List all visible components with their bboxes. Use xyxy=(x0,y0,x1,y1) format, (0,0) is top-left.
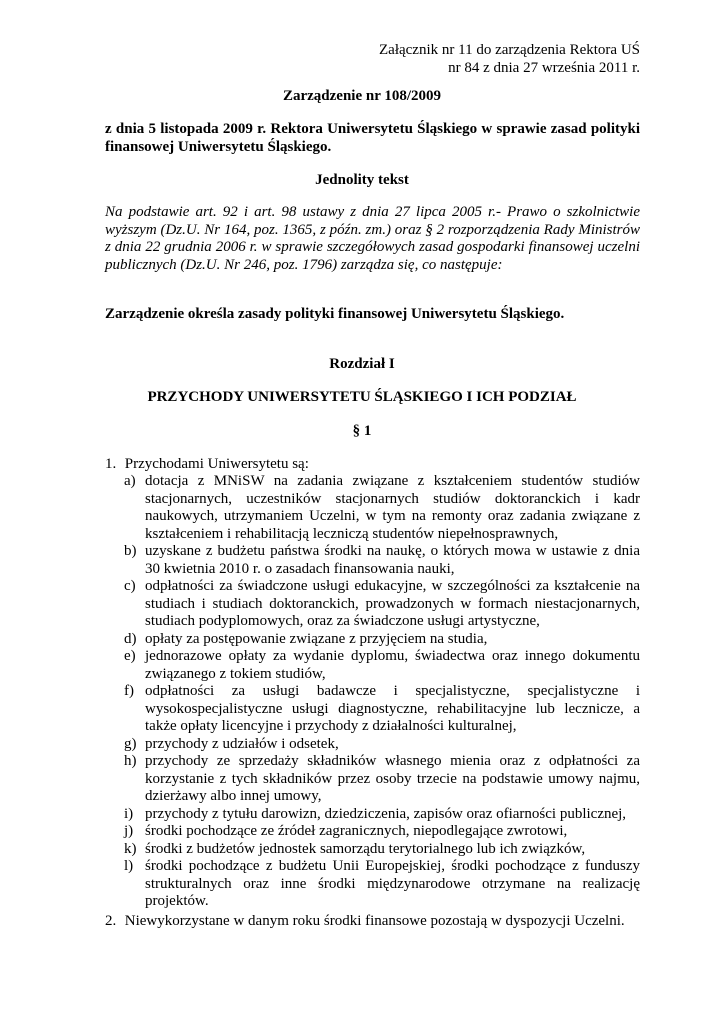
list-item-text: uzyskane z budżetu państwa środki na naukę, o których mowa w ustawie z dnia 30 kwietnia 2010 r. o zasadach finansowania nauki, xyxy=(145,543,640,577)
document-subject: z dnia 5 listopada 2009 r. Rektora Uniwersytetu Śląskiego w sprawie zasad polityki finansowej Uniwersytetu Śląskiego. xyxy=(105,121,640,155)
list-item-text: środki pochodzące ze źródeł zagranicznych, niepodlegające zwrotowi, xyxy=(145,823,568,839)
paragraph-1 xyxy=(105,456,640,474)
list-item xyxy=(124,841,640,859)
list-item-text: środki z budżetów jednostek samorządu terytorialnego lub ich związków, xyxy=(145,840,586,857)
section-heading: § 1 xyxy=(352,423,372,439)
list-item-text: dotacja z MNiSW na zadania związane z kształceniem studentów studiów stacjonarnych, uczestników stacjonarnych studiów doktoranckich i kadr naukowych, utrzymaniem Uczelni, w tym na remonty oraz zadania związane z kształceniem i rehabilitacją leczniczą studentów niepełnosprawnych, xyxy=(145,473,640,542)
list-item xyxy=(124,736,640,754)
list-item xyxy=(124,648,640,683)
list-item-text: jednorazowe opłaty za wydanie dyplomu, świadectwa oraz innego dokumentu związanego z tokiem studiów, xyxy=(145,648,640,682)
chapter-heading: Rozdział I xyxy=(329,356,395,372)
list-item-marker: b) xyxy=(124,543,137,559)
list-item-text: środki pochodzące z budżetu Unii Europejskiej, środki pochodzące z funduszy strukturalnych oraz inne środki międzynarodowe otrzymane na realizację projektów. xyxy=(145,858,640,909)
legal-basis-preamble: Na podstawie art. 92 i art. 98 ustawy z dnia 27 lipca 2005 r.- Prawo o szkolnictwie wyższym (Dz.U. Nr 164, poz. 1365, z późn. zm.) oraz § 2 rozporządzenia Rady Ministrów z dnia 22 grudnia 2006 r. w sprawie szczegółowych zasad gospodarki finansowej uczelni publicznych (Dz.U. Nr 246, poz. 1796) zarządza się, co następuje: xyxy=(105,204,640,273)
list-item xyxy=(124,473,640,543)
list-item-marker: c) xyxy=(124,578,136,594)
list-item-text: przychody z udziałów i odsetek, xyxy=(145,735,339,752)
list-item-text: odpłatności za świadczone usługi edukacyjne, w szczególności za kształcenie na studiach i studiach doktoranckich, prowadzonych w formach niestacjonarnych, studiach podyplomowych, oraz za świadczone usługi artystyczne, xyxy=(145,578,640,629)
list-item-marker: a) xyxy=(124,473,136,489)
scope-statement: Zarządzenie określa zasady polityki finansowej Uniwersytetu Śląskiego. xyxy=(105,306,565,322)
list-item xyxy=(124,753,640,806)
list-item xyxy=(124,543,640,578)
list-item-marker: k) xyxy=(124,840,137,857)
paragraph-2-number: 2. xyxy=(105,913,117,929)
paragraph-1-number: 1. xyxy=(105,456,117,472)
list-item xyxy=(124,631,640,649)
list-item-marker: g) xyxy=(124,735,137,752)
paragraph-2 xyxy=(105,913,640,931)
revenue-list xyxy=(124,473,640,911)
list-item-text: odpłatności za usługi badawcze i specjalistyczne, specjalistyczne i wysokospecjalistyczne usługi diagnostyczne, rehabilitacyjne lub lecznicze, a także opłaty licencyjne i przychody z działalności kulturalnej, xyxy=(145,683,640,734)
list-item xyxy=(124,806,640,824)
header-line-2: nr 84 z dnia 27 września 2011 r. xyxy=(448,59,640,76)
list-item-marker: j) xyxy=(124,823,134,839)
attachment-header xyxy=(379,42,640,77)
list-item-marker: f) xyxy=(124,683,134,699)
list-item-text: przychody z tytułu darowizn, dziedziczenia, zapisów oraz ofiarności publicznej, xyxy=(145,805,627,822)
document-title: Zarządzenie nr 108/2009 xyxy=(282,88,442,104)
list-item-marker: d) xyxy=(124,630,137,647)
document-subtitle: Jednolity tekst xyxy=(315,172,409,188)
list-item-marker: e) xyxy=(124,648,136,664)
list-item-text: przychody ze sprzedaży składników własnego mienia oraz z odpłatności za korzystanie z tych składników przez osoby trzecie na podstawie umowy najmu, dzierżawy albo innej umowy, xyxy=(145,753,640,804)
list-item xyxy=(124,823,640,841)
paragraph-2-text: Niewykorzystane w danym roku środki finansowe pozostają w dyspozycji Uczelni. xyxy=(124,913,625,929)
list-item-marker: h) xyxy=(124,753,137,769)
list-item-marker: l) xyxy=(124,858,134,874)
list-item xyxy=(124,683,640,736)
list-item xyxy=(124,578,640,631)
paragraph-1-text: Przychodami Uniwersytetu są: xyxy=(124,456,309,472)
list-item xyxy=(124,858,640,911)
header-line-1: Załącznik nr 11 do zarządzenia Rektora UŚ xyxy=(379,42,640,58)
chapter-title: PRZYCHODY UNIWERSYTETU ŚLĄSKIEGO I ICH PODZIAŁ xyxy=(147,389,577,405)
list-item-marker: i) xyxy=(124,805,134,822)
list-item-text: opłaty za postępowanie związane z przyjęciem na studia, xyxy=(145,630,488,647)
